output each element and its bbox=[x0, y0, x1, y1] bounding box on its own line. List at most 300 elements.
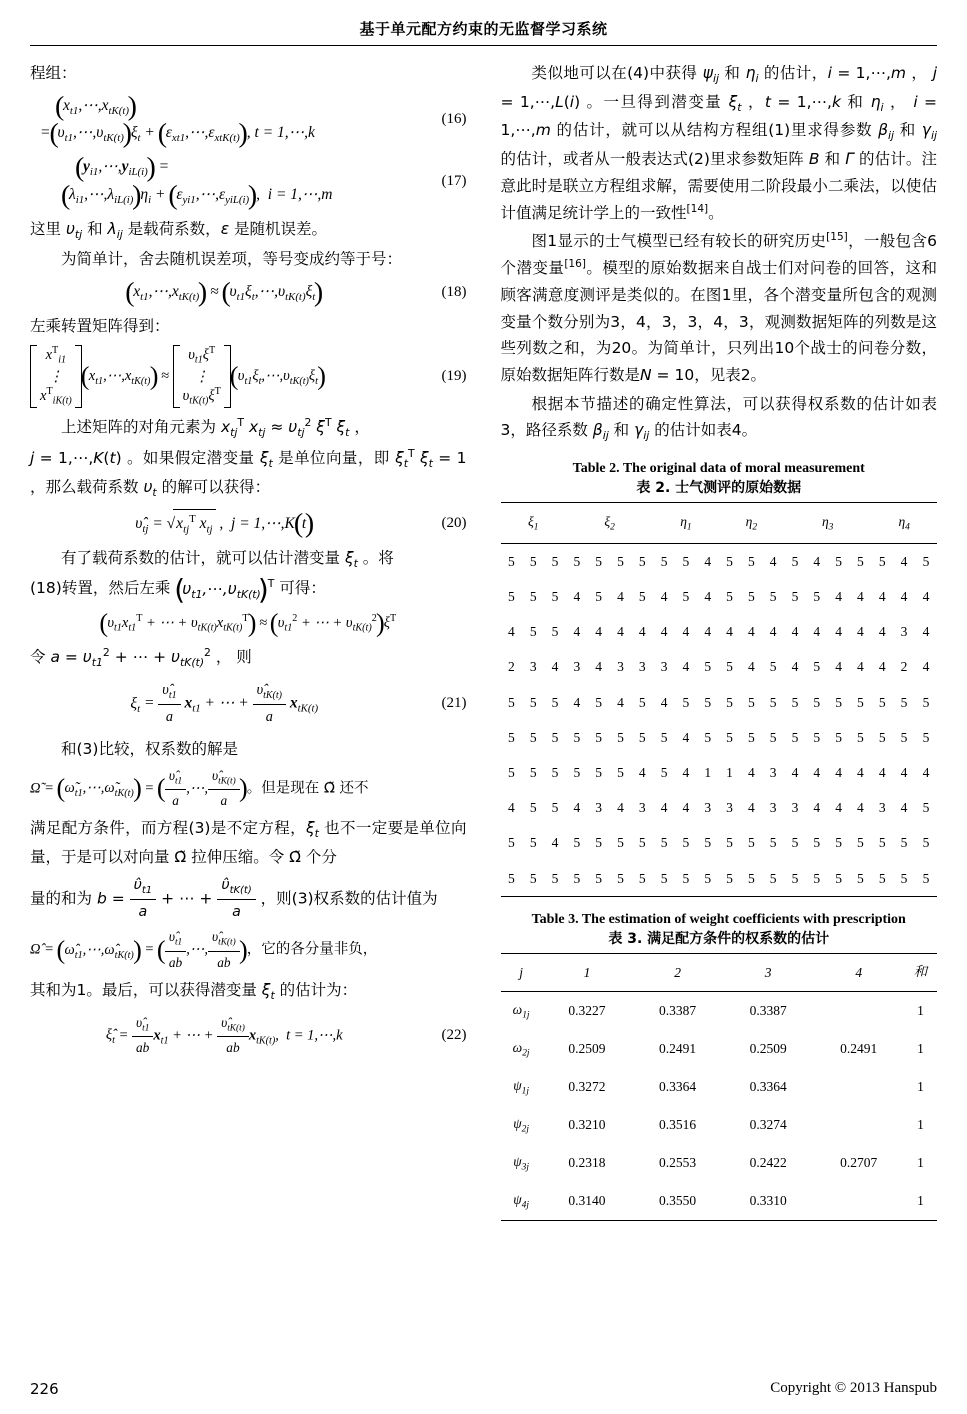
table-2-cell: 5 bbox=[508, 765, 515, 780]
left-para-1: 这里 $\upsilon_{tj}$ 和 $\lambda_{ij}$ 是载荷系数，ε 是随机误差。 bbox=[30, 219, 328, 241]
table-row bbox=[501, 1068, 938, 1106]
equation-21-number: (21) bbox=[441, 695, 467, 712]
table-2-cell: 5 bbox=[529, 835, 537, 851]
table-2-cell: 5 bbox=[617, 553, 624, 569]
left-para-5: 有了载荷系数的估计，就可以估计潜变量 $\xi_t$ 。将 bbox=[61, 548, 394, 570]
table-2-cell: 5 bbox=[813, 835, 821, 851]
table-row bbox=[501, 1144, 938, 1182]
table-2-caption bbox=[501, 460, 938, 498]
table-2-cell: 4 bbox=[813, 624, 821, 640]
table-2-cell: 4 bbox=[682, 659, 690, 675]
table-2-cell: 3 bbox=[638, 800, 646, 816]
table-2-cell: 4 bbox=[835, 659, 842, 675]
table-2-cell: 3 bbox=[769, 765, 777, 780]
table-2-cell: 5 bbox=[595, 694, 603, 710]
table-2-cell: 4 bbox=[835, 765, 842, 780]
left-para-2: 为简单计，舍去随机误差项，等号变成约等于号： bbox=[61, 250, 403, 269]
table-2-cell: 4 bbox=[747, 659, 755, 675]
table-3-cell: 0.2422 bbox=[749, 1154, 787, 1170]
table-3-cell: 0.3272 bbox=[568, 1079, 606, 1095]
table-3-cell: 0.2491 bbox=[659, 1041, 697, 1057]
table-3-cell: 0.3274 bbox=[749, 1117, 787, 1133]
table-3-caption-cn: 表 3. 满足配方条件的权系数的估计 bbox=[608, 930, 830, 947]
table-2-cell: 3 bbox=[900, 624, 908, 640]
table-2-cell: 5 bbox=[747, 870, 755, 886]
table-2-cell: 4 bbox=[922, 659, 930, 675]
right-para-1: 类似地可以在(4)中获得 $\psi_{ij}$ 和 $\eta_i$ 的估计，i = 1,⋯,m ， j = 1,⋯,L(i) 。一旦得到潜变量 $\xi_t$ ，t = 1,⋯,k 和 $\eta_i$ ， i = 1,⋯,m 的估计，就可以从结构方程组(1)里求得参数 $\beta_{ij}$ 和 $\gamma_{ij}$ 的估计，或者从一般表达式(2)里求参数矩阵 B 和 Γ 的估计。注意此时是联立方程组求解，需要使用二阶段最小二乘法，以使估计值满足统计学上的一致性[14]。 bbox=[500, 64, 938, 222]
table-row bbox=[501, 649, 938, 684]
table-2-cell: 5 bbox=[791, 694, 799, 710]
table-2-cell: 2 bbox=[508, 659, 515, 675]
table-3-cell: 1 bbox=[917, 1041, 924, 1057]
left-lead-text: 程组： bbox=[30, 64, 77, 82]
table-2-cell: 4 bbox=[573, 694, 581, 710]
table-2-cell: 4 bbox=[857, 800, 864, 816]
table-2-cell: 1 bbox=[704, 765, 712, 780]
table-3-cell: 0.2491 bbox=[840, 1041, 878, 1057]
table-row bbox=[501, 790, 938, 825]
table-2-cell: 5 bbox=[813, 729, 821, 745]
table-2-cell: 5 bbox=[813, 870, 821, 886]
table-2-cell: 4 bbox=[835, 624, 842, 640]
table-2-cell: 3 bbox=[529, 659, 537, 675]
table-3-cell: 0.2553 bbox=[659, 1154, 697, 1170]
table-row bbox=[501, 579, 938, 614]
table-2-cell: 3 bbox=[769, 800, 777, 816]
table-2-cell: 4 bbox=[508, 624, 515, 640]
table-2-cell: 5 bbox=[551, 624, 559, 640]
table-2-cell: 4 bbox=[922, 624, 930, 640]
table-2-cell: 5 bbox=[682, 694, 690, 710]
table-2-cell: 5 bbox=[813, 588, 821, 604]
table-2-cell: 5 bbox=[878, 870, 886, 886]
table-row bbox=[501, 755, 938, 790]
table-2-cell: 5 bbox=[617, 765, 624, 780]
table-2-cell: 4 bbox=[922, 765, 930, 780]
table-2-cell: 5 bbox=[660, 729, 668, 745]
left-para-10: 其和为1。最后，可以获得潜变量 $\xi_t$ 的估计为： bbox=[30, 980, 358, 1002]
table-2-cell: 5 bbox=[878, 553, 886, 569]
table-3-cell: 1 bbox=[917, 1079, 924, 1095]
table-2-cell: 5 bbox=[529, 765, 537, 780]
table-2-cell: 5 bbox=[529, 729, 537, 745]
table-3-header-row bbox=[501, 953, 938, 991]
table-2-cell: 5 bbox=[508, 729, 515, 745]
equation-21: $\xi_t$ = $\frac{\upsilon̂_{t1}}{a}$ $x_{t1}$ + ⋯ + $\frac{\upsilon̂_{tK(t)}}{a}$ $x_{tK(t)}$ (21) bbox=[30, 678, 467, 730]
table-2-cell: 4 bbox=[508, 800, 515, 816]
table-2-cell: 5 bbox=[791, 729, 799, 745]
table-2-cell: 5 bbox=[704, 694, 712, 710]
table-2-cell: 5 bbox=[878, 694, 886, 710]
table-2-cell: 4 bbox=[857, 624, 864, 640]
table-3-row-label: $\omega_{2j}$ bbox=[512, 1039, 530, 1059]
table-2-cell: 3 bbox=[704, 800, 712, 816]
table-2-col-xi1: $\xi_1$ bbox=[527, 513, 539, 533]
equation-19-number: (19) bbox=[441, 367, 467, 384]
table-2-cell: 5 bbox=[508, 694, 515, 710]
equation-19: $x^T_{i1}$ ⋮ $x^T_{iK(t)}$ ( $x_{t1},\cdots,x_{tK(t)}$ ) ≈ $\upsilon_{t1}\xi^T$ ⋮ $\upsilon_{tK(t)}\xi^T$ ( $\upsilon_{t1}\xi_t,\cdots,\upsilon_{tK(t)}\xi_t$ ) (19) bbox=[30, 345, 467, 408]
table-2-col-xi2: $\xi_2$ bbox=[604, 513, 615, 533]
left-para-4b: j = 1,⋯,K(t) 。如果假定潜变量 $\xi_t$ 是单位向量，即 $\xi_t^T$ $\xi_t = 1$ ，那么载荷系数 $\upsilon_t$ 的解可以获得： bbox=[30, 447, 467, 500]
table-2-cell: 4 bbox=[617, 800, 624, 816]
right-column bbox=[501, 60, 938, 1330]
table-2-col-eta4: $\eta_4$ bbox=[898, 513, 910, 533]
table-3-cell: 0.3227 bbox=[568, 1003, 606, 1019]
table-3-cell: 0.3140 bbox=[568, 1192, 606, 1208]
table-2-cell: 4 bbox=[857, 588, 864, 604]
table-2-body bbox=[501, 543, 938, 896]
table-row bbox=[501, 543, 938, 579]
table-2-cell: 5 bbox=[878, 835, 886, 851]
table-2-cell: 4 bbox=[769, 624, 777, 640]
table-2-cell: 5 bbox=[813, 694, 821, 710]
table-2-cell: 4 bbox=[638, 765, 646, 780]
table-row bbox=[501, 614, 938, 649]
table-2-cell: 5 bbox=[747, 588, 755, 604]
equation-20: $\upsilon̂_{tj} = √x_{tj}^T$ $x_{tj}$ , j = 1,⋯,K ( t ) (20) bbox=[30, 509, 467, 539]
table-3-cell bbox=[813, 991, 904, 1029]
table-2-cell: 5 bbox=[617, 835, 624, 851]
table-2-cell: 5 bbox=[660, 870, 668, 886]
table-3-cell: 1 bbox=[917, 1154, 924, 1170]
table-2-cell: 4 bbox=[878, 624, 886, 640]
table-3-body bbox=[501, 991, 938, 1220]
table-2-cell: 5 bbox=[595, 870, 603, 886]
table-2-cell: 5 bbox=[551, 588, 559, 604]
table-2-cell: 4 bbox=[682, 624, 690, 640]
table-2-cell: 5 bbox=[551, 800, 559, 816]
table-row bbox=[501, 861, 938, 897]
table-3-cell: 0.3387 bbox=[749, 1003, 787, 1019]
table-2-cell: 5 bbox=[726, 659, 733, 675]
left-para-6: 令 $a = \upsilon_{t1}^2$ + ⋯ + $\upsilon_{tK(t)}^2$ ， 则 bbox=[30, 645, 252, 669]
table-2-cell: 5 bbox=[922, 694, 930, 710]
table-3-cell: 0.2509 bbox=[749, 1041, 787, 1057]
table-2-cell: 5 bbox=[769, 694, 777, 710]
table-3-row-label: $\psi_{4j}$ bbox=[513, 1191, 529, 1211]
table-2-cell: 5 bbox=[857, 553, 864, 569]
table-2-cell: 5 bbox=[529, 800, 537, 816]
table-2-cell: 4 bbox=[704, 624, 712, 640]
table-3-cell: 0.3516 bbox=[659, 1117, 697, 1133]
table-2-cell: 3 bbox=[660, 659, 668, 675]
table-2-cell: 5 bbox=[835, 835, 842, 851]
table-3-row-label: $\psi_{3j}$ bbox=[513, 1153, 529, 1173]
table-2-cell: 5 bbox=[682, 835, 690, 851]
table-2-cell: 5 bbox=[638, 835, 646, 851]
equation-18: ( $x_{t1},\cdots,x_{tK(t)}$ ) ≈ ( $\upsilon_{t1}\xi_t,\cdots,\upsilon_{tK(t)}\xi_t$ ) (18) bbox=[30, 279, 467, 307]
table-2-cell: 5 bbox=[660, 765, 668, 780]
left-para-7: 和(3)比较，权系数的解是 bbox=[61, 739, 238, 758]
table-2-cell: 4 bbox=[660, 800, 668, 816]
table-2-cell: 5 bbox=[769, 835, 777, 851]
table-2-cell: 5 bbox=[922, 835, 930, 851]
equation-22-number: (22) bbox=[441, 1027, 467, 1044]
table-2-cell: 5 bbox=[595, 553, 603, 569]
table-2-cell: 4 bbox=[595, 624, 603, 640]
table-3-header-cell: 4 bbox=[855, 964, 863, 980]
table-2-cell: 4 bbox=[900, 553, 908, 569]
table-2-cell: 5 bbox=[791, 553, 799, 569]
table-2-cell: 4 bbox=[857, 765, 864, 780]
table-2 bbox=[501, 502, 938, 897]
table-2-cell: 5 bbox=[551, 553, 559, 569]
table-2-cell: 5 bbox=[682, 588, 690, 604]
right-para-3: 根据本节描述的确定性算法，可以获得权系数的估计如表3，路径系数 $\beta_{ij}$ 和 $\gamma_{ij}$ 的估计如表4。 bbox=[500, 394, 937, 443]
table-2-cell: 5 bbox=[595, 588, 603, 604]
table-2-cell: 5 bbox=[529, 694, 537, 710]
equation-unnumbered-2: Ω̃ = ( $\omegã_{t1},\cdots,\omegã_{tK(t)}$ ) = ( $\frac{\upsilon̂_{t1}}{a}$ ,⋯, $\frac{\upsilon̂_{tK(t)}}{a}$ ) 。但是现在 Ω̃ 还不 bbox=[30, 765, 467, 814]
table-2-cell: 5 bbox=[835, 729, 842, 745]
table-2-cell: 3 bbox=[878, 800, 886, 816]
table-2-cell: 4 bbox=[682, 765, 690, 780]
table-2-cell: 4 bbox=[638, 624, 646, 640]
table-row bbox=[501, 825, 938, 860]
table-2-cell: 5 bbox=[682, 553, 690, 569]
table-2-cell: 5 bbox=[595, 765, 603, 780]
table-2-cell: 5 bbox=[726, 553, 733, 569]
table-3-cell: 0.3364 bbox=[659, 1079, 697, 1095]
table-2-cell: 4 bbox=[747, 800, 755, 816]
table-2-cell: 5 bbox=[704, 870, 712, 886]
table-3-header-cell: 2 bbox=[674, 964, 681, 980]
table-3-cell: 0.3310 bbox=[749, 1192, 787, 1208]
table-2-head bbox=[501, 502, 938, 543]
table-2-cell: 4 bbox=[747, 624, 755, 640]
table-2-col-eta3: $\eta_3$ bbox=[821, 513, 834, 533]
equation-16: ( $x_{t1},\cdots,x_{tK(t)}$ ) = ( $\upsilon_{t1},\cdots,\upsilon_{tK(t)}$ ) $\xi_t$ + ( $\varepsilon_{xt1},\cdots,\varepsilon_{xtK(t)}$ ) , t = 1,⋯,k (16) bbox=[30, 93, 467, 148]
table-2-cell: 5 bbox=[726, 870, 733, 886]
table-2-cell: 5 bbox=[857, 694, 864, 710]
table-3-cell: 0.3364 bbox=[749, 1079, 787, 1095]
table-2-cell: 5 bbox=[726, 694, 733, 710]
table-2-cell: 5 bbox=[769, 729, 777, 745]
table-3-header-cell: 1 bbox=[583, 964, 591, 980]
table-2-cell: 5 bbox=[791, 870, 799, 886]
table-2-cell: 5 bbox=[551, 765, 559, 780]
table-2-cell: 4 bbox=[551, 659, 559, 675]
page-footer bbox=[30, 1380, 937, 1398]
table-2-cell: 5 bbox=[529, 553, 537, 569]
table-2-cell: 5 bbox=[900, 729, 908, 745]
table-row bbox=[501, 1182, 938, 1220]
table-2-cell: 3 bbox=[791, 800, 799, 816]
table-2-cell: 5 bbox=[638, 553, 646, 569]
table-2-cell: 4 bbox=[617, 588, 624, 604]
equation-20-number: (20) bbox=[441, 514, 467, 531]
table-3-cell: 0.2318 bbox=[568, 1154, 606, 1170]
table-2-cell: 4 bbox=[660, 624, 668, 640]
table-2-cell: 4 bbox=[617, 624, 624, 640]
table-row bbox=[501, 720, 938, 755]
table-2-cell: 5 bbox=[835, 870, 842, 886]
table-2-cell: 5 bbox=[704, 729, 712, 745]
table-2-cell: 5 bbox=[551, 694, 559, 710]
table-2-cell: 4 bbox=[573, 800, 581, 816]
table-2-cell: 3 bbox=[595, 800, 603, 816]
table-3-row-label: $\psi_{2j}$ bbox=[513, 1115, 529, 1135]
table-2-cell: 5 bbox=[835, 553, 842, 569]
table-3-cell: 1 bbox=[917, 1117, 924, 1133]
table-2-cell: 3 bbox=[638, 659, 646, 675]
table-2-cell: 4 bbox=[791, 659, 799, 675]
table-3-caption bbox=[501, 911, 938, 949]
table-2-caption-cn: 表 2. 士气测评的原始数据 bbox=[636, 479, 802, 496]
table-3-cell: 1 bbox=[917, 1003, 924, 1019]
table-2-cell: 4 bbox=[878, 659, 886, 675]
table-2-cell: 4 bbox=[813, 553, 821, 569]
equation-16-number: (16) bbox=[441, 111, 467, 128]
table-2-cell: 5 bbox=[682, 870, 690, 886]
table-2-cell: 5 bbox=[617, 729, 624, 745]
table-3-cell: 1 bbox=[917, 1192, 924, 1208]
two-column-body bbox=[30, 60, 937, 1330]
table-2-cell: 5 bbox=[529, 588, 537, 604]
table-2-cell: 1 bbox=[726, 765, 733, 780]
running-head: 基于单元配方约束的无监督学习系统 bbox=[359, 20, 608, 38]
equation-unnumbered-1: ( $\upsilon_{t1}x_{t1}^T$ + ⋯ + $\upsilon_{tK(t)}x_{tK(t)}^T$ ) ≈ ( $\upsilon_{t1}^2$ + ⋯ + $\upsilon_{tK(t)}^2$ ) $\xi^T$ bbox=[30, 610, 467, 637]
table-2-cell: 3 bbox=[617, 659, 624, 675]
left-para-8: 满足配方条件，而方程(3)是不定方程，$\xi_t$ 也不一定要是单位向量，于是可以对向量 Ω̃ 拉伸压缩。令 Ω̃ 个分 bbox=[30, 819, 467, 867]
table-2-cell: 4 bbox=[900, 800, 908, 816]
right-para-2: 图1显示的士气模型已经有较长的研究历史[15]，一般包含6个潜变量[16]。模型的原始数据来自战士们对问卷的回答，这和顾客满意度测评是类似的。在图1里，各个潜变量所包含的观测变量个数分别为3，4，3，3，4，3，观测数据矩阵的列数是这些列数之和，为20。为简单计，只列出10个战士的问卷分数，原始数据矩阵行数是N = 10，见表2。 bbox=[500, 231, 937, 384]
copyright-notice: Copyright © 2013 Hanspub bbox=[770, 1380, 937, 1396]
table-2-cell: 5 bbox=[573, 765, 581, 780]
table-2-cell: 4 bbox=[726, 624, 733, 640]
table-2-header-row bbox=[501, 502, 938, 543]
table-3 bbox=[501, 953, 938, 1221]
table-2-cell: 5 bbox=[922, 800, 930, 816]
table-2-cell: 5 bbox=[529, 870, 537, 886]
table-2-cell: 5 bbox=[813, 659, 821, 675]
table-2-cell: 5 bbox=[769, 588, 777, 604]
page-number: 226 bbox=[30, 1380, 59, 1398]
table-2-cell: 4 bbox=[682, 729, 690, 745]
table-row bbox=[501, 685, 938, 720]
header-rule bbox=[30, 45, 937, 46]
table-2-cell: 4 bbox=[922, 588, 930, 604]
table-3-head bbox=[501, 953, 938, 991]
table-2-cell: 4 bbox=[747, 765, 755, 780]
table-2-cell: 5 bbox=[747, 729, 755, 745]
table-2-cell: 5 bbox=[638, 694, 646, 710]
equation-22: $\xî_t$ = $\frac{\upsilon̂_{t1}}{ab}$ $x_{t1}$ + ⋯ + $\frac{\upsilon̂_{tK(t)}}{ab}$ $x_{tK(t)}$, t = 1,⋯,k (22) bbox=[30, 1012, 467, 1061]
table-3-cell: 0.2707 bbox=[840, 1154, 878, 1170]
table-2-cell: 2 bbox=[900, 659, 908, 675]
table-2-cell: 4 bbox=[769, 553, 777, 569]
table-2-cell: 5 bbox=[747, 694, 755, 710]
left-para-8b: 量的和为 b = $\frac{\upsilon̂_{t1}}{a}$ + ⋯ + $\frac{\upsilon̂_{tK(t)}}{a}$ ，则(3)权系数的估计值为 bbox=[30, 873, 467, 925]
table-3-cell bbox=[813, 1182, 904, 1220]
table-2-cell: 5 bbox=[638, 729, 646, 745]
table-2-cell: 3 bbox=[573, 659, 581, 675]
table-2-cell: 5 bbox=[769, 870, 777, 886]
table-2-cell: 5 bbox=[573, 553, 581, 569]
table-2-cell: 5 bbox=[900, 870, 908, 886]
table-2-cell: 5 bbox=[726, 729, 733, 745]
table-2-cell: 5 bbox=[573, 835, 581, 851]
table-2-cell: 4 bbox=[878, 588, 886, 604]
table-2-cell: 5 bbox=[791, 835, 799, 851]
table-2-cell: 5 bbox=[922, 870, 930, 886]
table-2-cell: 5 bbox=[573, 729, 581, 745]
table-3-header-cell: j bbox=[519, 964, 523, 980]
table-2-cell: 5 bbox=[595, 729, 603, 745]
table-2-col-eta2: $\eta_2$ bbox=[745, 513, 758, 533]
table-2-cell: 4 bbox=[573, 588, 581, 604]
table-2-cell: 5 bbox=[900, 835, 908, 851]
table-2-cell: 5 bbox=[704, 835, 712, 851]
table-2-cell: 5 bbox=[638, 588, 646, 604]
equation-17-number: (17) bbox=[441, 172, 467, 189]
table-2-cell: 5 bbox=[726, 588, 733, 604]
table-3-cell: 0.3550 bbox=[659, 1192, 697, 1208]
left-para-3: 左乘转置矩阵得到： bbox=[30, 316, 170, 335]
table-2-cell: 4 bbox=[900, 588, 908, 604]
table-2-cell: 4 bbox=[791, 624, 799, 640]
table-2-cell: 4 bbox=[617, 694, 624, 710]
table-2-cell: 5 bbox=[747, 835, 755, 851]
table-2-cell: 5 bbox=[551, 870, 559, 886]
table-2-cell: 4 bbox=[660, 588, 668, 604]
table-2-cell: 5 bbox=[551, 729, 559, 745]
table-2-cell: 5 bbox=[595, 835, 603, 851]
table-3-cell: 0.3210 bbox=[568, 1117, 606, 1133]
table-2-cell: 4 bbox=[704, 553, 712, 569]
table-2-cell: 5 bbox=[704, 659, 712, 675]
table-2-cell: 4 bbox=[791, 765, 799, 780]
table-2-cell: 4 bbox=[857, 659, 864, 675]
table-3-cell: 0.3387 bbox=[659, 1003, 697, 1019]
table-3-row-label: $\omega_{1j}$ bbox=[512, 1001, 530, 1021]
table-row bbox=[501, 991, 938, 1029]
table-2-cell: 4 bbox=[900, 765, 908, 780]
table-3-header-cell: 3 bbox=[764, 964, 772, 980]
table-3-cell bbox=[813, 1068, 904, 1106]
table-2-cell: 5 bbox=[508, 835, 515, 851]
table-2-cell: 4 bbox=[573, 624, 581, 640]
table-2-cell: 5 bbox=[660, 835, 668, 851]
table-row bbox=[501, 1106, 938, 1144]
table-2-cell: 5 bbox=[617, 870, 624, 886]
table-2-cell: 5 bbox=[922, 729, 930, 745]
table-2-cell: 5 bbox=[508, 870, 515, 886]
table-2-cell: 3 bbox=[726, 800, 733, 816]
table-2-cell: 5 bbox=[508, 553, 515, 569]
table-3-caption-en: Table 3. The estimation of weight coefficients with prescription bbox=[531, 911, 906, 927]
table-2-cell: 5 bbox=[835, 694, 842, 710]
table-2-cell: 4 bbox=[704, 588, 712, 604]
equation-18-number: (18) bbox=[441, 283, 467, 300]
left-column bbox=[30, 60, 467, 1330]
table-3-header-cell: 和 bbox=[913, 963, 928, 980]
table-2-cell: 5 bbox=[791, 588, 799, 604]
table-2-cell: 4 bbox=[682, 800, 690, 816]
table-2-cell: 5 bbox=[660, 553, 668, 569]
table-3-cell bbox=[813, 1106, 904, 1144]
table-2-cell: 4 bbox=[835, 800, 842, 816]
table-2-cell: 4 bbox=[835, 588, 842, 604]
table-2-cell: 5 bbox=[508, 588, 515, 604]
table-2-cell: 5 bbox=[638, 870, 646, 886]
table-2-cell: 5 bbox=[529, 624, 537, 640]
table-2-cell: 4 bbox=[813, 800, 821, 816]
table-2-cell: 5 bbox=[573, 870, 581, 886]
left-para-4: 上述矩阵的对角元素为 $x_{tj}^T$ $x_{tj} \approx \upsilon_{tj}^2$ $\xi^T$ $\xi_t$ ， bbox=[61, 416, 370, 440]
table-2-caption-en: Table 2. The original data of moral measurement bbox=[572, 460, 865, 476]
left-para-5b: (18)转置，然后左乘 ( $\upsilon_{t1},\cdots,\upsilon_{tK(t)}$ )$^T$ 可得： bbox=[30, 575, 467, 604]
table-2-cell: 5 bbox=[769, 659, 777, 675]
